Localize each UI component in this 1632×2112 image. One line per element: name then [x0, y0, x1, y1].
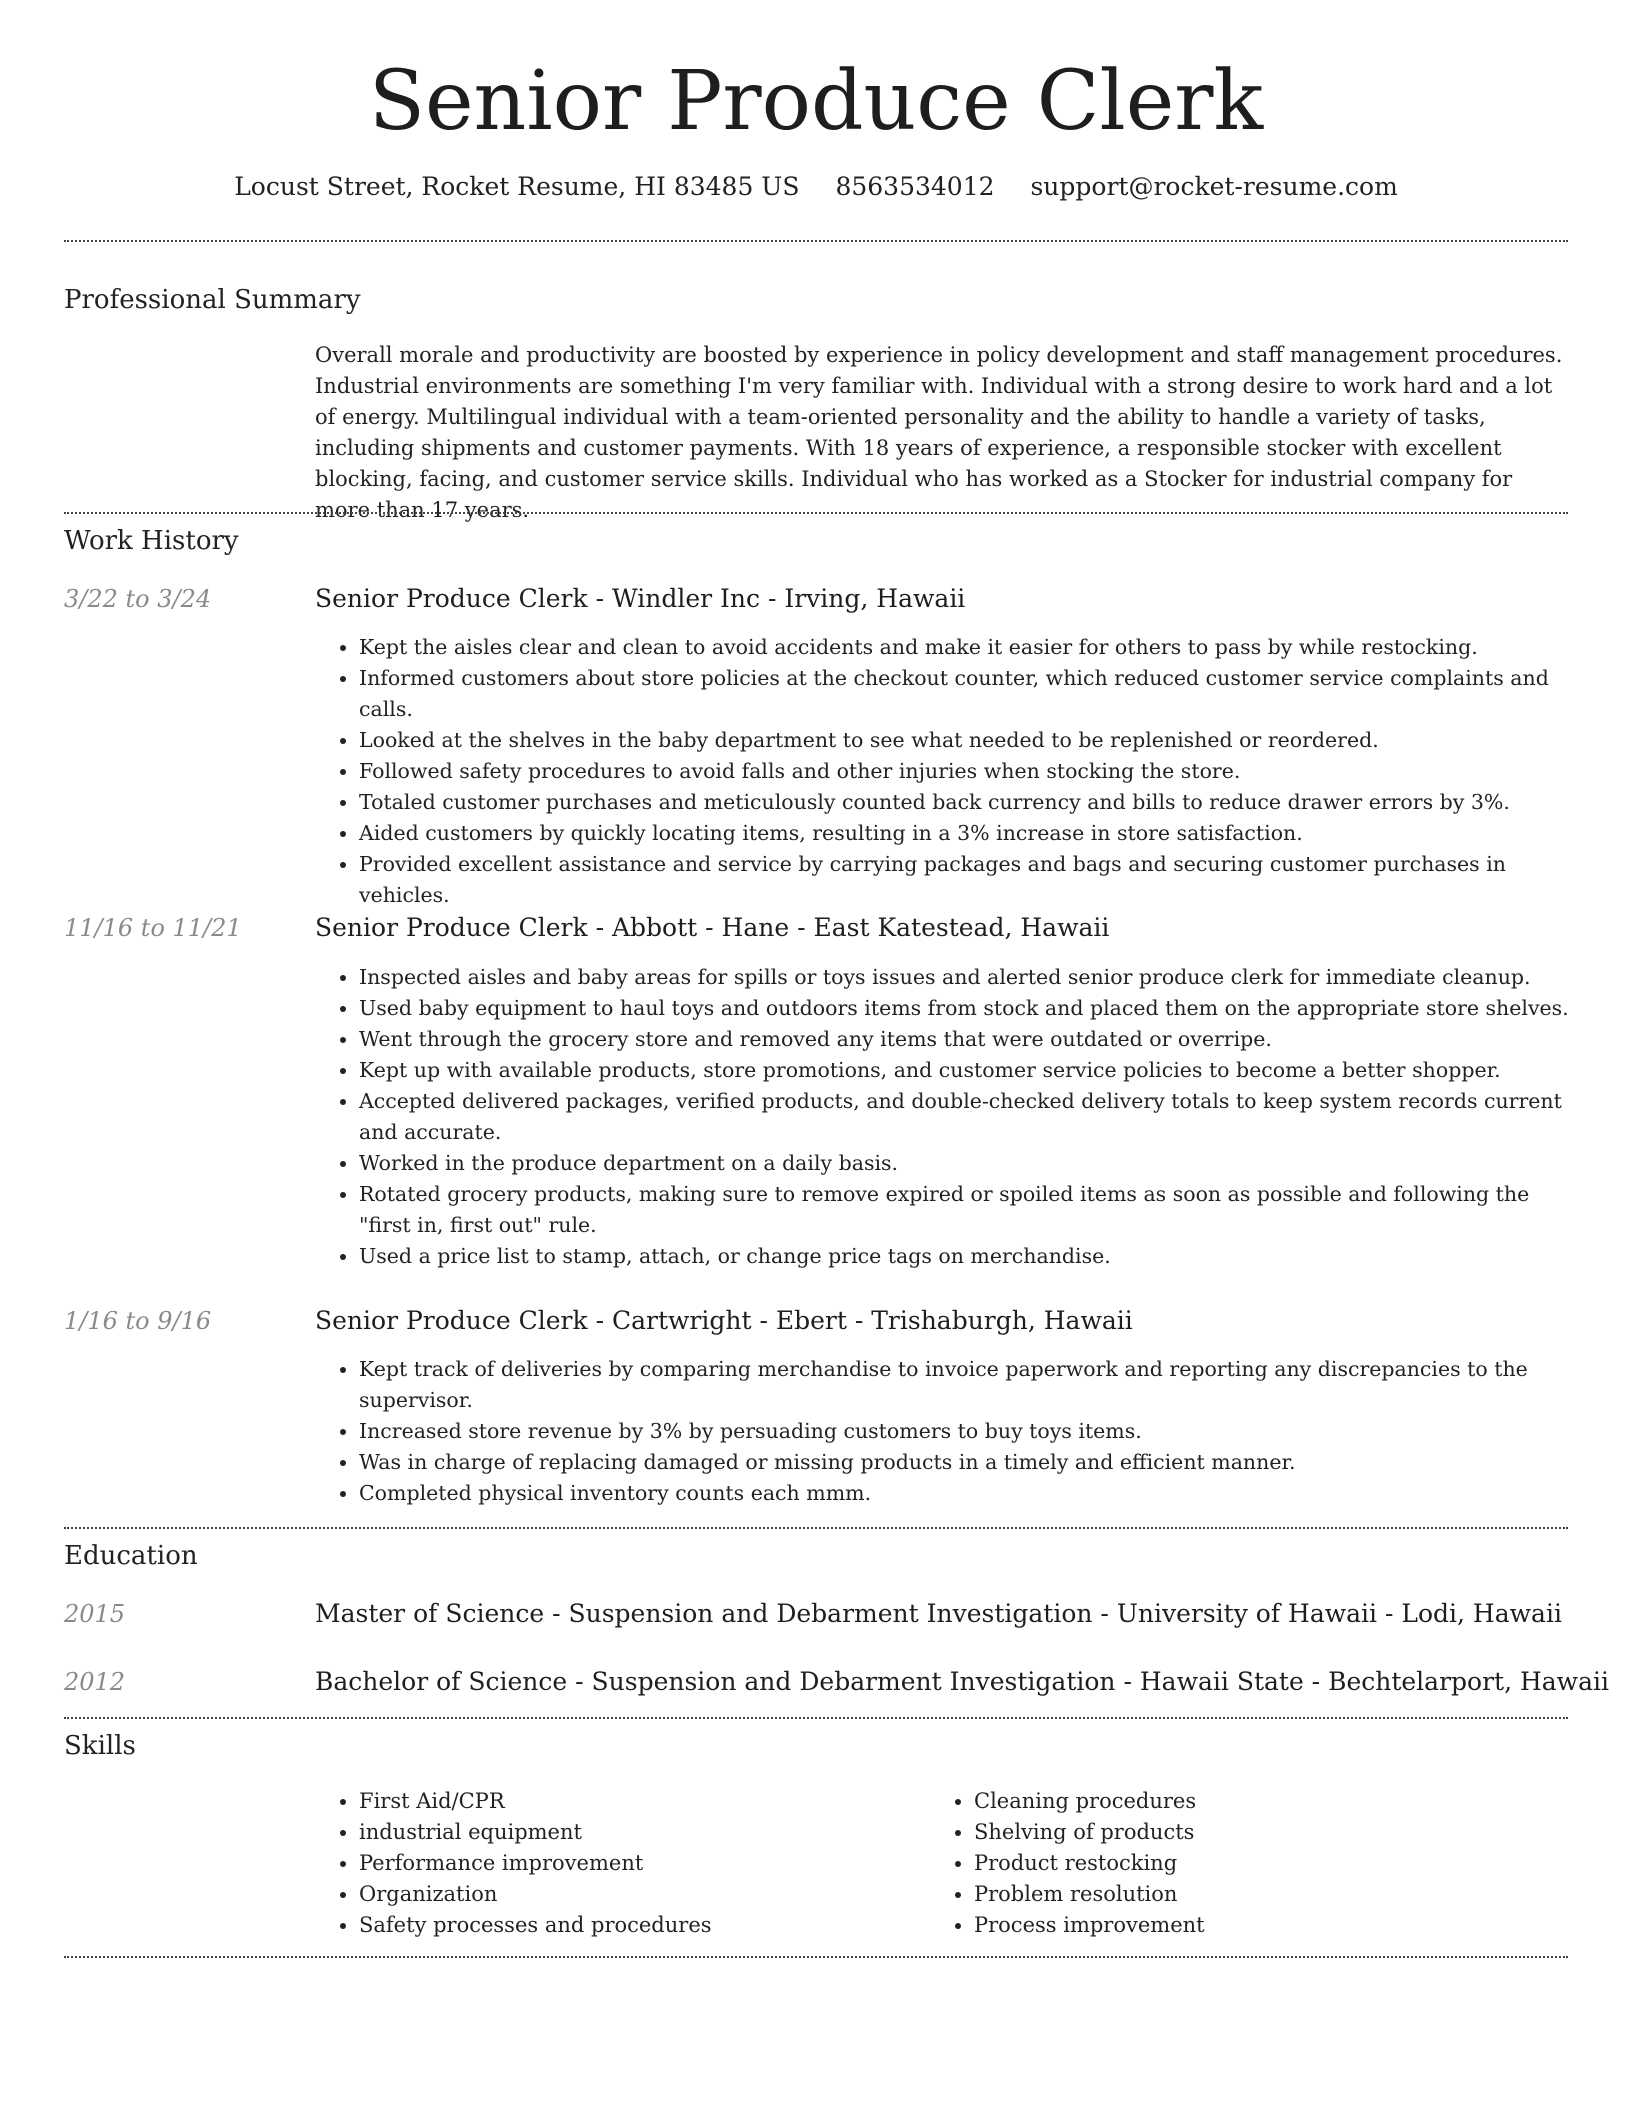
job-dates: 11/16 to 11/21: [64, 914, 242, 942]
education-year: 2012: [64, 1668, 126, 1696]
job-bullets: [315, 632, 1570, 911]
job-bullet: • Inspected aisles and baby areas for spills or toys issues and alerted senior produce clerk for immediate cleanup.: [359, 962, 1570, 993]
job-title: Senior Produce Clerk - Windler Inc - Irving, Hawaii: [315, 584, 966, 613]
section-title-skills: Skills: [64, 1731, 136, 1761]
job-bullet: • Used baby equipment to haul toys and outdoors items from stock and placed them on the appropriate store shelves.: [359, 993, 1570, 1024]
job-bullet: • Accepted delivered packages, verified products, and double-checked delivery totals to keep system records current and accurate.: [359, 1086, 1570, 1148]
job-bullet: • Went through the grocery store and removed any items that were outdated or overripe.: [359, 1024, 1570, 1055]
skill-item: • Product restocking: [974, 1848, 1490, 1879]
section-title-education: Education: [64, 1541, 198, 1571]
job-dates: 1/16 to 9/16: [64, 1307, 212, 1335]
job-bullet: • Totaled customer purchases and meticulously counted back currency and bills to reduce drawer errors by 3%.: [359, 787, 1570, 818]
contact-line: [0, 170, 1632, 204]
job-title: Senior Produce Clerk - Abbott - Hane - East Katestead, Hawaii: [315, 913, 1110, 942]
skill-item: • industrial equipment: [359, 1817, 875, 1848]
candidate-name: Senior Produce Clerk: [368, 54, 1264, 149]
job-bullets: [315, 1354, 1570, 1509]
job-bullet: • Followed safety procedures to avoid falls and other injuries when stocking the store.: [359, 756, 1570, 787]
job-bullet: • Informed customers about store policies at the checkout counter, which reduced customer service complaints and calls.: [359, 663, 1570, 725]
job-bullets: [315, 962, 1570, 1272]
job-bullet: • Kept up with available products, store promotions, and customer service policies to become a better shopper.: [359, 1055, 1570, 1086]
job-bullet: • Worked in the produce department on a daily basis.: [359, 1148, 1570, 1179]
contact-phone: 8563534012: [835, 172, 995, 201]
skills-list-right: [930, 1786, 1490, 1941]
skill-item: • Organization: [359, 1879, 875, 1910]
job-title: Senior Produce Clerk - Cartwright - Ebert - Trishaburgh, Hawaii: [315, 1306, 1133, 1335]
divider: [64, 1956, 1568, 1958]
job-bullet: • Kept track of deliveries by comparing merchandise to invoice paperwork and reporting any discrepancies to the supervisor.: [359, 1354, 1570, 1416]
skill-item: • Problem resolution: [974, 1879, 1490, 1910]
job-bullet: • Aided customers by quickly locating items, resulting in a 3% increase in store satisfaction.: [359, 818, 1570, 849]
job-bullet: • Completed physical inventory counts each mmm.: [359, 1478, 1570, 1509]
skill-item: • Performance improvement: [359, 1848, 875, 1879]
education-entry: Bachelor of Science - Suspension and Debarment Investigation - Hawaii State - Bechtelarport, Hawaii: [315, 1667, 1609, 1696]
summary-text: Overall morale and productivity are boosted by experience in policy development and staff management procedures. Industrial environments are something I'm very familiar with. Individual with a strong desire to work hard and a lot of energy. Multilingual individual with a team-oriented personality and the ability to handle a variety of tasks, including shipments and customer payments. With 18 years of experience, a responsible stocker with excellent blocking, facing, and customer service skills. Individual who has worked as a Stocker for industrial company for more than 17 years.: [315, 343, 1563, 522]
contact-email: support@rocket-resume.com: [1030, 172, 1398, 201]
section-title-work: Work History: [64, 526, 239, 556]
skill-item: • Process improvement: [974, 1910, 1490, 1941]
education-year: 2015: [64, 1600, 126, 1628]
job-bullet: • Kept the aisles clear and clean to avoid accidents and make it easier for others to pass by while restocking.: [359, 632, 1570, 663]
skill-item: • First Aid/CPR: [359, 1786, 875, 1817]
skill-item: • Safety processes and procedures: [359, 1910, 875, 1941]
section-title-summary: Professional Summary: [64, 285, 361, 315]
divider: [64, 1717, 1568, 1719]
divider: [64, 512, 1568, 514]
divider: [64, 1527, 1568, 1529]
job-bullet: • Rotated grocery products, making sure to remove expired or spoiled items as soon as possible and following the "first in, first out" rule.: [359, 1179, 1570, 1241]
job-bullet: • Increased store revenue by 3% by persuading customers to buy toys items.: [359, 1416, 1570, 1447]
job-dates: 3/22 to 3/24: [64, 585, 212, 613]
job-bullet: • Was in charge of replacing damaged or missing products in a timely and efficient manner.: [359, 1447, 1570, 1478]
job-bullet: • Used a price list to stamp, attach, or change price tags on merchandise.: [359, 1241, 1570, 1272]
skill-item: • Shelving of products: [974, 1817, 1490, 1848]
divider: [64, 240, 1568, 242]
contact-address: Locust Street, Rocket Resume, HI 83485 US: [234, 172, 800, 201]
job-bullet: • Looked at the shelves in the baby department to see what needed to be replenished or reordered.: [359, 725, 1570, 756]
job-bullet: • Provided excellent assistance and service by carrying packages and bags and securing customer purchases in vehicles.: [359, 849, 1570, 911]
skill-item: • Cleaning procedures: [974, 1786, 1490, 1817]
education-entry: Master of Science - Suspension and Debarment Investigation - University of Hawaii - Lodi, Hawaii: [315, 1599, 1562, 1628]
skills-list-left: [315, 1786, 875, 1941]
